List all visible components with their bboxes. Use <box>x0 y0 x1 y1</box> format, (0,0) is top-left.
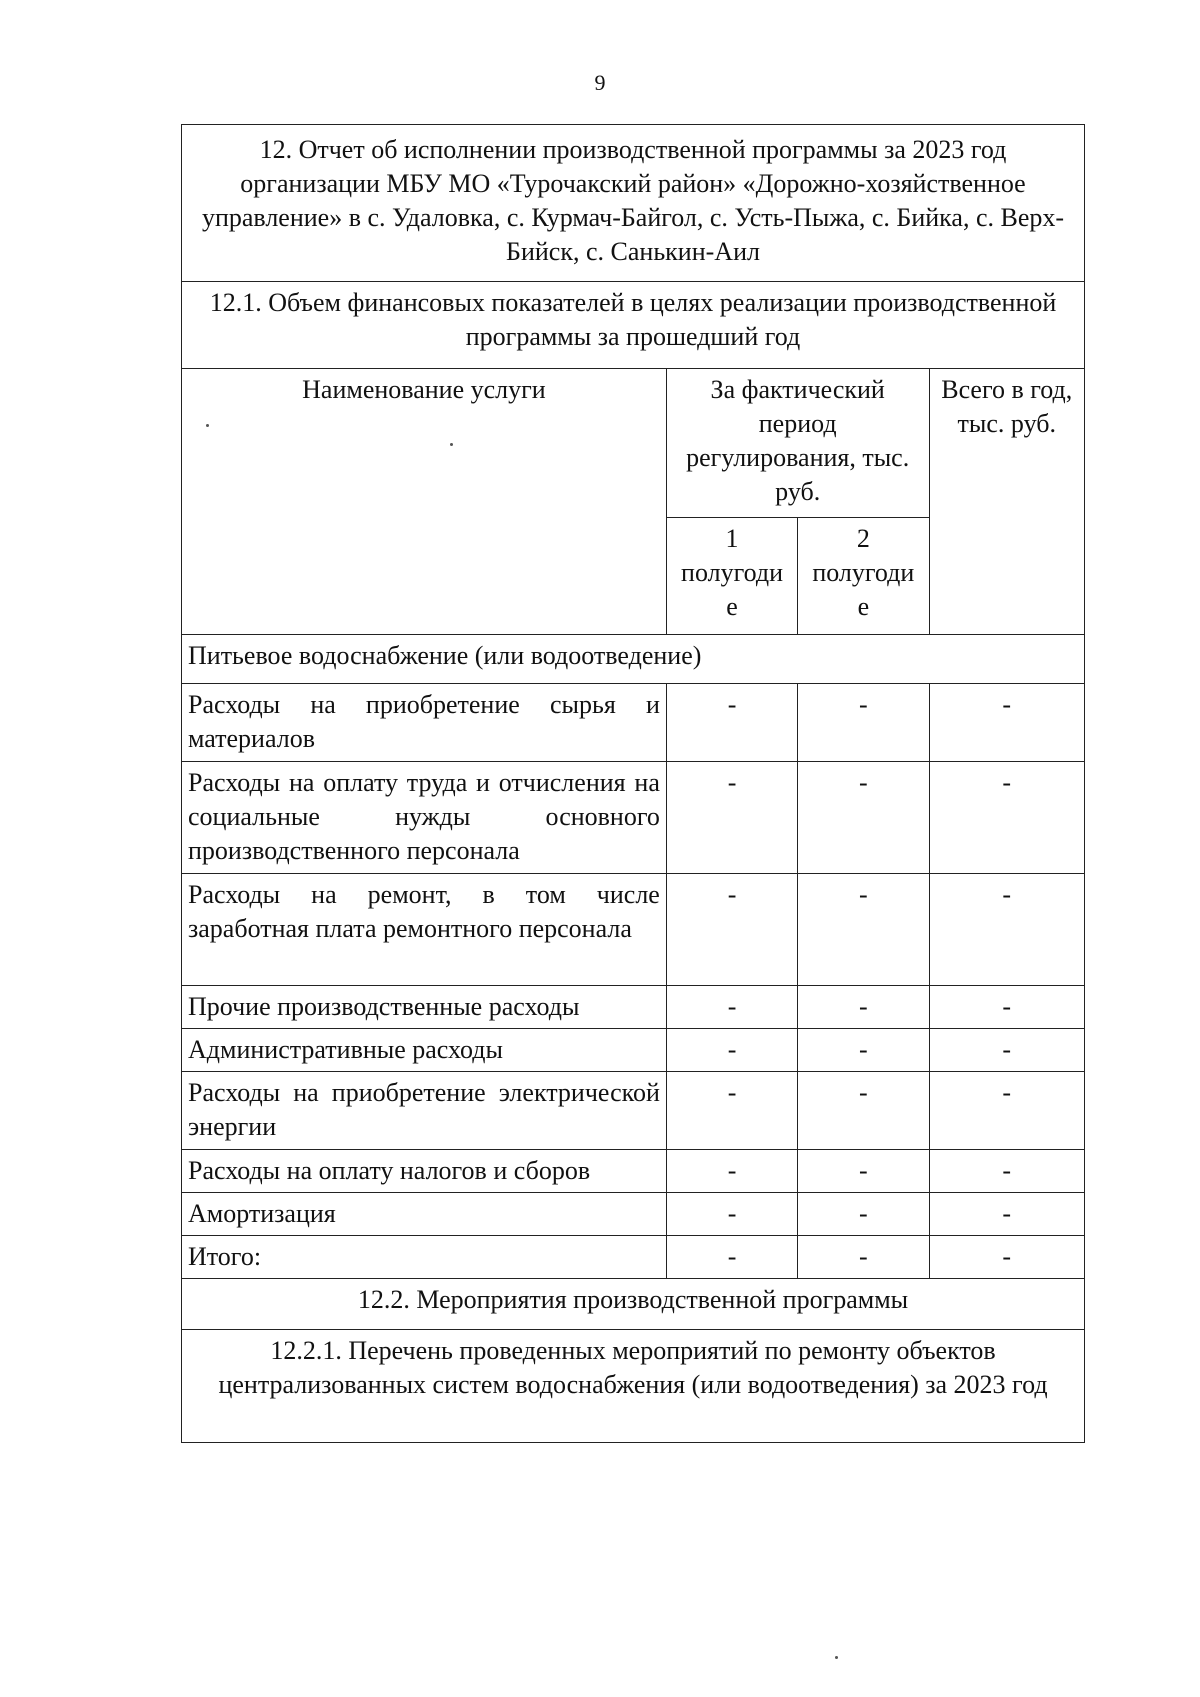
row-name: Административные расходы <box>182 1029 667 1072</box>
row-half-1: - <box>666 986 797 1029</box>
row-half-1: - <box>666 874 797 986</box>
section-12-2-1-title: 12.2.1. Перечень проведенных мероприятий по ремонту объектов централизованных систем водоснабжения (или водоотведения) за 2023 год <box>182 1330 1085 1443</box>
table-row <box>182 1193 1085 1236</box>
row-total: - <box>929 1236 1084 1279</box>
row-total: - <box>929 874 1084 986</box>
row-name: Итого: <box>182 1236 667 1279</box>
row-half-2: - <box>798 1150 929 1193</box>
col-header-service: Наименование услуги <box>182 369 667 635</box>
scan-speck <box>206 424 209 427</box>
table-row <box>182 1150 1085 1193</box>
table-row <box>182 1072 1085 1150</box>
row-total: - <box>929 1150 1084 1193</box>
report-table <box>181 124 1085 1443</box>
row-total: - <box>929 684 1084 762</box>
table-row <box>182 684 1085 762</box>
report-subtitle: 12.1. Объем финансовых показателей в целях реализации производственной программы за прошедший год <box>182 282 1085 369</box>
row-half-1: - <box>666 1236 797 1279</box>
row-half-2: - <box>798 1029 929 1072</box>
row-half-1: - <box>666 1072 797 1150</box>
row-name: Амортизация <box>182 1193 667 1236</box>
table-row <box>182 762 1085 874</box>
row-total: - <box>929 1029 1084 1072</box>
row-half-2: - <box>798 762 929 874</box>
row-half-1: - <box>666 684 797 762</box>
row-half-1: - <box>666 1193 797 1236</box>
row-half-2: - <box>798 874 929 986</box>
table-row <box>182 1236 1085 1279</box>
row-total: - <box>929 762 1084 874</box>
row-half-2: - <box>798 1193 929 1236</box>
row-half-2: - <box>798 1072 929 1150</box>
row-name: Расходы на оплату налогов и сборов <box>182 1150 667 1193</box>
row-name: Расходы на приобретение сырья и материалов <box>182 684 667 762</box>
row-total: - <box>929 1072 1084 1150</box>
row-half-1: - <box>666 762 797 874</box>
table-row <box>182 1029 1085 1072</box>
scan-speck <box>450 443 453 446</box>
row-name: Прочие производственные расходы <box>182 986 667 1029</box>
scan-speck <box>835 1656 838 1659</box>
page-number: 9 <box>594 70 606 95</box>
row-half-1: - <box>666 1150 797 1193</box>
col-header-half-2: 2 полугоди е <box>798 518 929 635</box>
report-title: 12. Отчет об исполнении производственной программы за 2023 год организации МБУ МО «Турочакский район» «Дорожно-хозяйственное управление» в с. Удаловка, с. Курмач-Байгол, с. Усть-Пыжа, с. Бийка, с. Верх-Бийск, с. Санькин-Аил <box>182 125 1085 282</box>
section-label: Питьевое водоснабжение (или водоотведение) <box>182 635 1085 684</box>
row-name: Расходы на приобретение электрической энергии <box>182 1072 667 1150</box>
row-half-2: - <box>798 986 929 1029</box>
row-total: - <box>929 1193 1084 1236</box>
table-row <box>182 986 1085 1029</box>
col-header-period: За фактический период регулирования, тыс. руб. <box>666 369 929 518</box>
row-half-2: - <box>798 684 929 762</box>
section-12-2-title: 12.2. Мероприятия производственной программы <box>182 1279 1085 1330</box>
col-header-total: Всего в год, тыс. руб. <box>929 369 1084 635</box>
row-name: Расходы на оплату труда и отчисления на социальные нужды основного производственного персонала <box>182 762 667 874</box>
row-half-1: - <box>666 1029 797 1072</box>
col-header-half-1: 1 полугоди е <box>666 518 797 635</box>
row-name: Расходы на ремонт, в том числе заработная плата ремонтного персонала <box>182 874 667 986</box>
row-half-2: - <box>798 1236 929 1279</box>
row-total: - <box>929 986 1084 1029</box>
table-row <box>182 874 1085 986</box>
